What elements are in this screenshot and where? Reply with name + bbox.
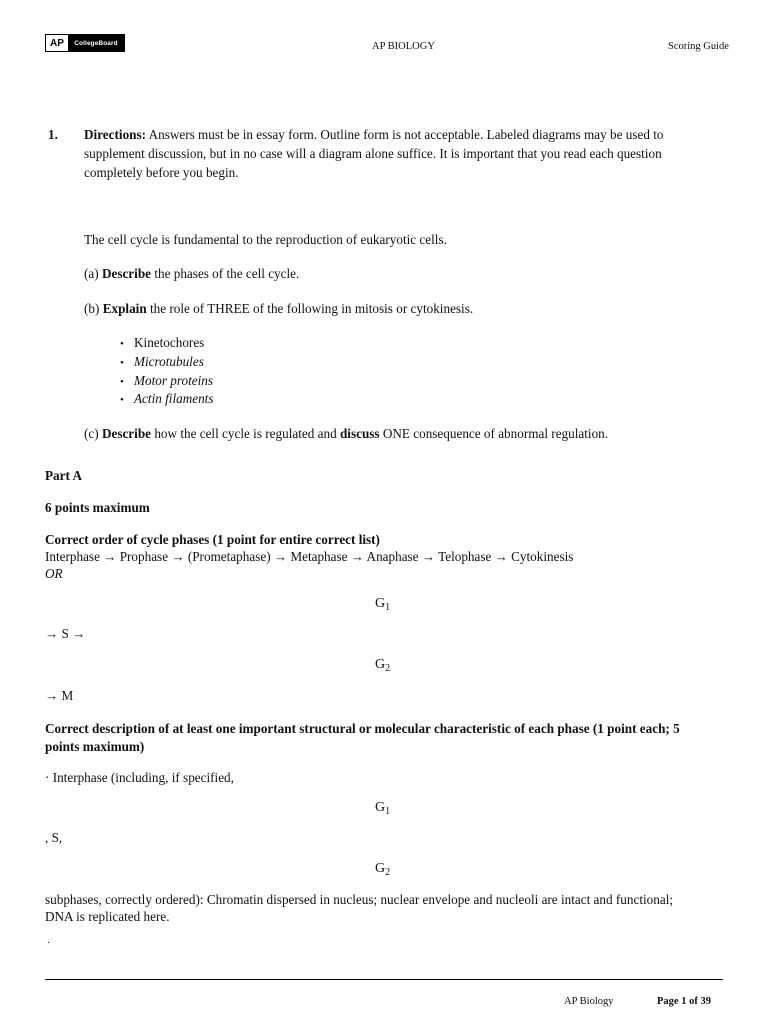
g2-label-2: [375, 861, 390, 878]
interphase-description: [45, 891, 673, 925]
interphase-description-line-2: DNA is replicated here.: [45, 909, 170, 924]
part-a-prefix: (a): [84, 266, 102, 281]
question-part-c: [84, 426, 608, 442]
part-b-text: the role of THREE of the following in mitosis or cytokinesis.: [146, 301, 474, 316]
bullet-item: • Microtubules: [120, 354, 204, 369]
bullet-microtubules: Microtubules: [134, 354, 204, 369]
part-a-text: the phases of the cell cycle.: [151, 266, 300, 281]
part-a-verb: Describe: [101, 266, 152, 281]
order-sequence: Interphase → Prophase → (Prometaphase) → Metaphase → Anaphase → Telophase → Cytokinesis: [45, 549, 574, 564]
description-heading-line-2: points maximum): [45, 739, 145, 754]
g1-subscript: 1: [385, 602, 391, 613]
part-c-text-2: ONE consequence of abnormal regulation.: [379, 426, 609, 441]
bullet-item: • Actin filaments: [120, 391, 214, 406]
bullet-actin-filaments: Actin filaments: [134, 391, 214, 406]
logo-brand-text: CollegeBoard: [68, 35, 124, 51]
directions-line-2: supplement discussion, but in no case will a diagram alone suffice. It is important that you read each question: [84, 146, 662, 161]
interphase-description-line-1: subphases, correctly ordered): Chromatin dispersed in nucleus; nuclear envelope and nucleoli are intact and functional;: [45, 892, 674, 907]
part-b-prefix: (b): [84, 301, 103, 316]
bullet-kinetochores: Kinetochores: [134, 335, 205, 350]
part-b-verb: Explain: [102, 301, 147, 316]
question-intro: The cell cycle is fundamental to the reproduction of eukaryotic cells.: [84, 232, 447, 247]
order-heading: Correct order of cycle phases (1 point for entire correct list): [45, 532, 380, 547]
scoring-part-heading: Part A: [45, 468, 82, 483]
part-c-verb-1: Describe: [101, 426, 152, 441]
g-letter: G: [375, 800, 386, 815]
bullet-motor-proteins: Motor proteins: [134, 373, 214, 388]
directions-label: Directions:: [84, 127, 147, 142]
arrow-m-text: → M: [45, 688, 74, 703]
question-part-a: [84, 266, 299, 282]
description-heading: [45, 720, 680, 756]
question-number: 1.: [48, 127, 58, 142]
g-letter: G: [375, 657, 386, 672]
g2-subscript: 2: [385, 663, 391, 674]
comma-s-text: , S,: [45, 830, 63, 845]
or-text: OR: [45, 566, 63, 581]
header-center-title: AP BIOLOGY: [372, 41, 435, 52]
g1-label: [375, 596, 390, 613]
g1-subscript: 1: [385, 806, 391, 817]
g1-label-2: [375, 800, 390, 817]
arrow-s-text: → S →: [45, 626, 86, 641]
logo-ap-text: AP: [46, 35, 68, 51]
g-letter: G: [375, 596, 386, 611]
question-part-b: [84, 301, 473, 317]
ap-collegeboard-logo: [45, 34, 125, 52]
part-c-prefix: (c): [84, 426, 102, 441]
g-letter: G: [375, 861, 386, 876]
header-right-title: Scoring Guide: [668, 41, 729, 52]
bullet-item: • Motor proteins: [120, 373, 214, 388]
trailing-bullet: ·: [47, 938, 51, 949]
directions-paragraph: [84, 125, 724, 182]
interphase-intro: · Interphase (including, if specified,: [45, 770, 234, 785]
directions-line-3: completely before you begin.: [84, 165, 239, 180]
footer-page-number: Page 1 of 39: [657, 996, 711, 1007]
part-c-text-1: how the cell cycle is regulated and: [151, 426, 340, 441]
g2-label: [375, 657, 390, 674]
g2-subscript: 2: [385, 867, 391, 878]
footer-divider: [45, 979, 723, 980]
scoring-max-points: 6 points maximum: [45, 500, 150, 515]
part-c-verb-2: discuss: [339, 426, 380, 441]
description-heading-line-1: Correct description of at least one important structural or molecular characteristic of each phase (1 point each; 5: [45, 721, 680, 736]
footer-subject: AP Biology: [564, 996, 614, 1007]
directions-line-1: Answers must be in essay form. Outline form is not acceptable. Labeled diagrams may be used to: [146, 127, 664, 142]
bullet-item: • Kinetochores: [120, 335, 205, 350]
